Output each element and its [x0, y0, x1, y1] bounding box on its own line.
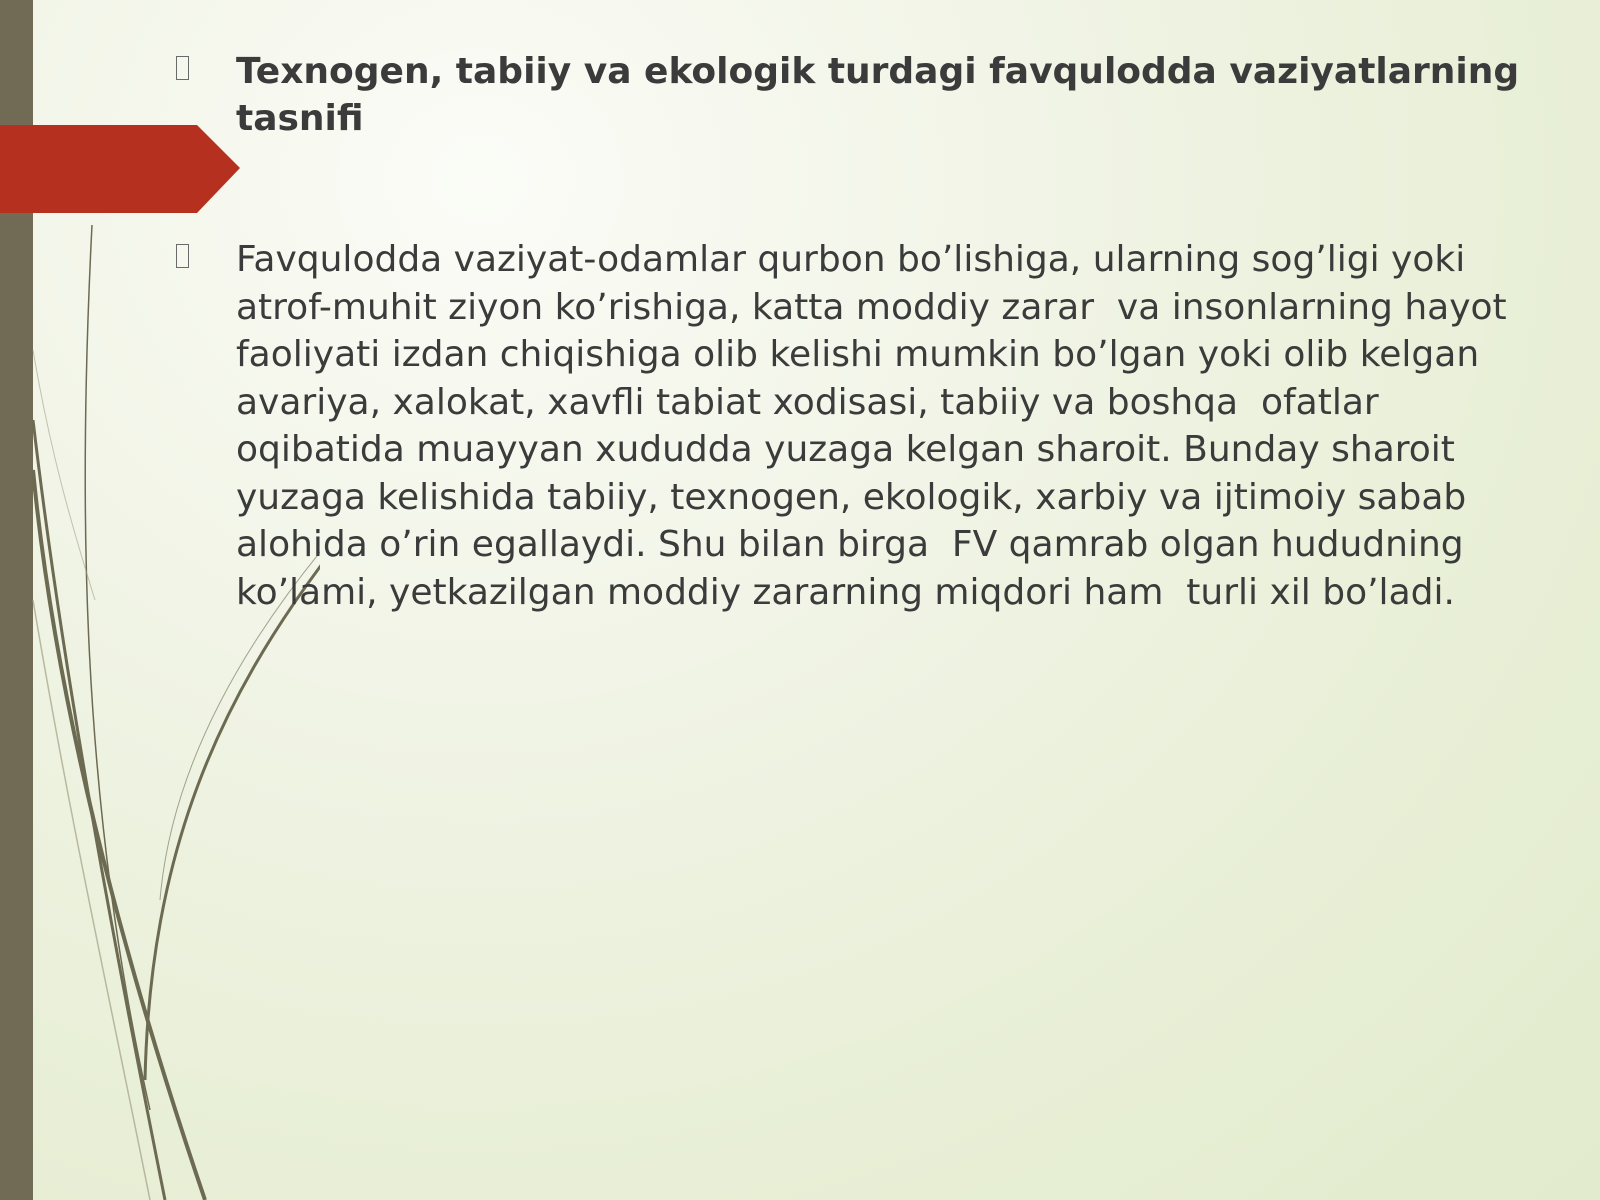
body-line: Favqulodda vaziyat-odamlar qurbon bo’lishiga, ularning sog’ligi yoki — [236, 239, 1466, 280]
heading-bullet-row — [170, 48, 1570, 142]
body-line: faoliyati izdan chiqishiga olib kelishi mumkin bo’lgan yoki olib kelgan — [236, 334, 1480, 375]
body-line: atrof-muhit ziyon ko’rishiga, katta moddiy zarar va insonlarning hayot — [236, 286, 1507, 328]
missing-glyph-box-icon — [170, 236, 236, 280]
heading-line: Texnogen, tabiiy va ekologik turdagi favqulodda vaziyatlarning — [236, 51, 1520, 92]
body-bullet-row — [170, 236, 1570, 616]
slide-content — [170, 48, 1570, 616]
body-line: ko’lami, yetkazilgan moddiy zararning miqdori ham turli xil bo’ladi. — [236, 571, 1455, 613]
body-line: avariya, xalokat, xavfli tabiat xodisasi, tabiiy va boshqa ofatlar — [236, 381, 1379, 423]
body-line: oqibatida muayyan xududda yuzaga kelgan sharoit. Bunday sharoit — [236, 429, 1455, 470]
heading-line: tasnifi — [236, 98, 364, 139]
missing-glyph-box-icon — [170, 48, 236, 92]
body-paragraph — [236, 236, 1570, 616]
slide-heading — [236, 48, 1566, 142]
body-line: alohida o’rin egallaydi. Shu bilan birga FV qamrab olgan hududning — [236, 524, 1464, 565]
body-line: yuzaga kelishida tabiiy, texnogen, ekologik, xarbiy va ijtimoiy sabab — [236, 476, 1467, 518]
